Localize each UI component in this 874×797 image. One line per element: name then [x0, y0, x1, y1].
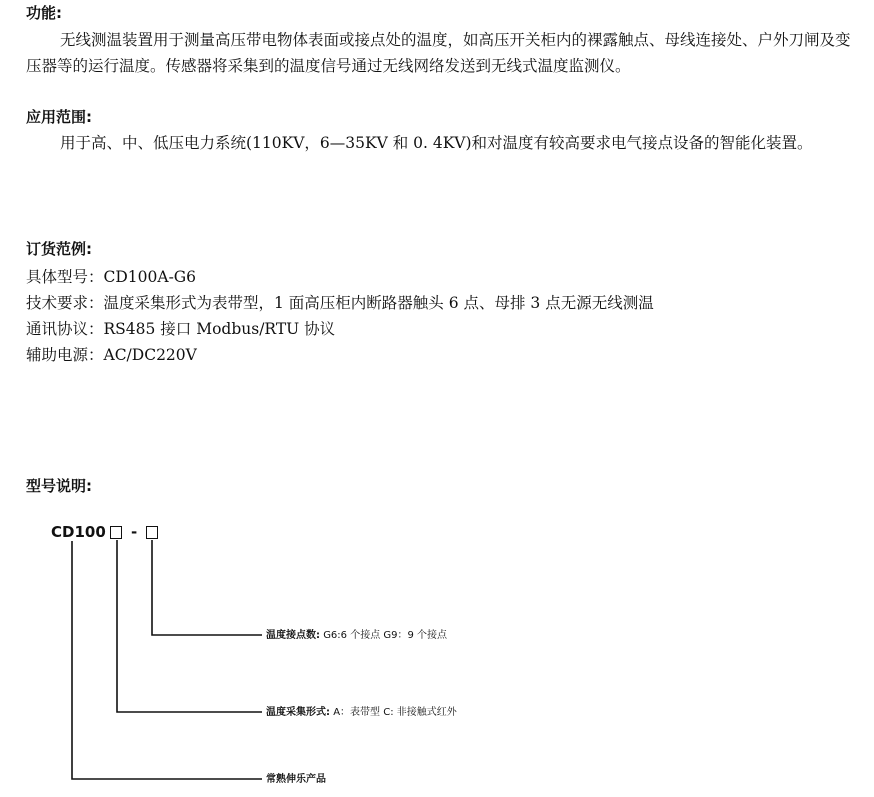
order-line-model: 具体型号：CD100A-G6	[26, 268, 197, 286]
model-slot-contacts	[146, 526, 158, 539]
model-code: CD100	[51, 523, 106, 541]
callout-product	[266, 774, 326, 786]
callout-form-label: 温度采集形式:	[266, 707, 330, 718]
order-line-power: 辅助电源：AC/DC220V	[26, 346, 197, 364]
callout-contacts-desc: G6:6 个接点 G9：9 个接点	[323, 630, 448, 641]
model-slot-form	[110, 526, 122, 539]
order-line-tech: 技术要求：温度采集形式为表带型，1 面高压柜内断路器触头 6 点、母排 3 点无源无线测温	[26, 294, 654, 312]
leader-line-form	[117, 540, 262, 712]
leader-line-contacts	[152, 540, 262, 635]
order-example-heading: 订货范例:	[26, 240, 92, 258]
model-heading: 型号说明:	[26, 477, 92, 495]
application-heading: 应用范围:	[26, 108, 92, 126]
function-heading: 功能:	[26, 4, 62, 22]
function-text: 无线测温装置用于测量高压带电物体表面或接点处的温度，如高压开关柜内的裸露触点、母线连接处、户外刀闸及变压器等的运行温度。传感器将采集到的温度信号通过无线网络发送到无线式温度监测仪。	[26, 31, 851, 75]
callout-contacts-label: 温度接点数:	[266, 630, 320, 641]
callout-product-label: 常熟伸乐产品	[266, 774, 326, 785]
model-dash: -	[131, 523, 138, 541]
order-line-protocol: 通讯协议：RS485 接口 Modbus/RTU 协议	[26, 320, 336, 338]
callout-form-desc: A：表带型 C: 非接触式红外	[333, 707, 457, 718]
callout-contacts	[266, 630, 447, 642]
leader-line-product	[72, 541, 262, 779]
application-text: 用于高、中、低压电力系统(110KV，6—35KV 和 0. 4KV)和对温度有较高要求电气接点设备的智能化装置。	[60, 134, 813, 152]
callout-form	[266, 707, 457, 719]
